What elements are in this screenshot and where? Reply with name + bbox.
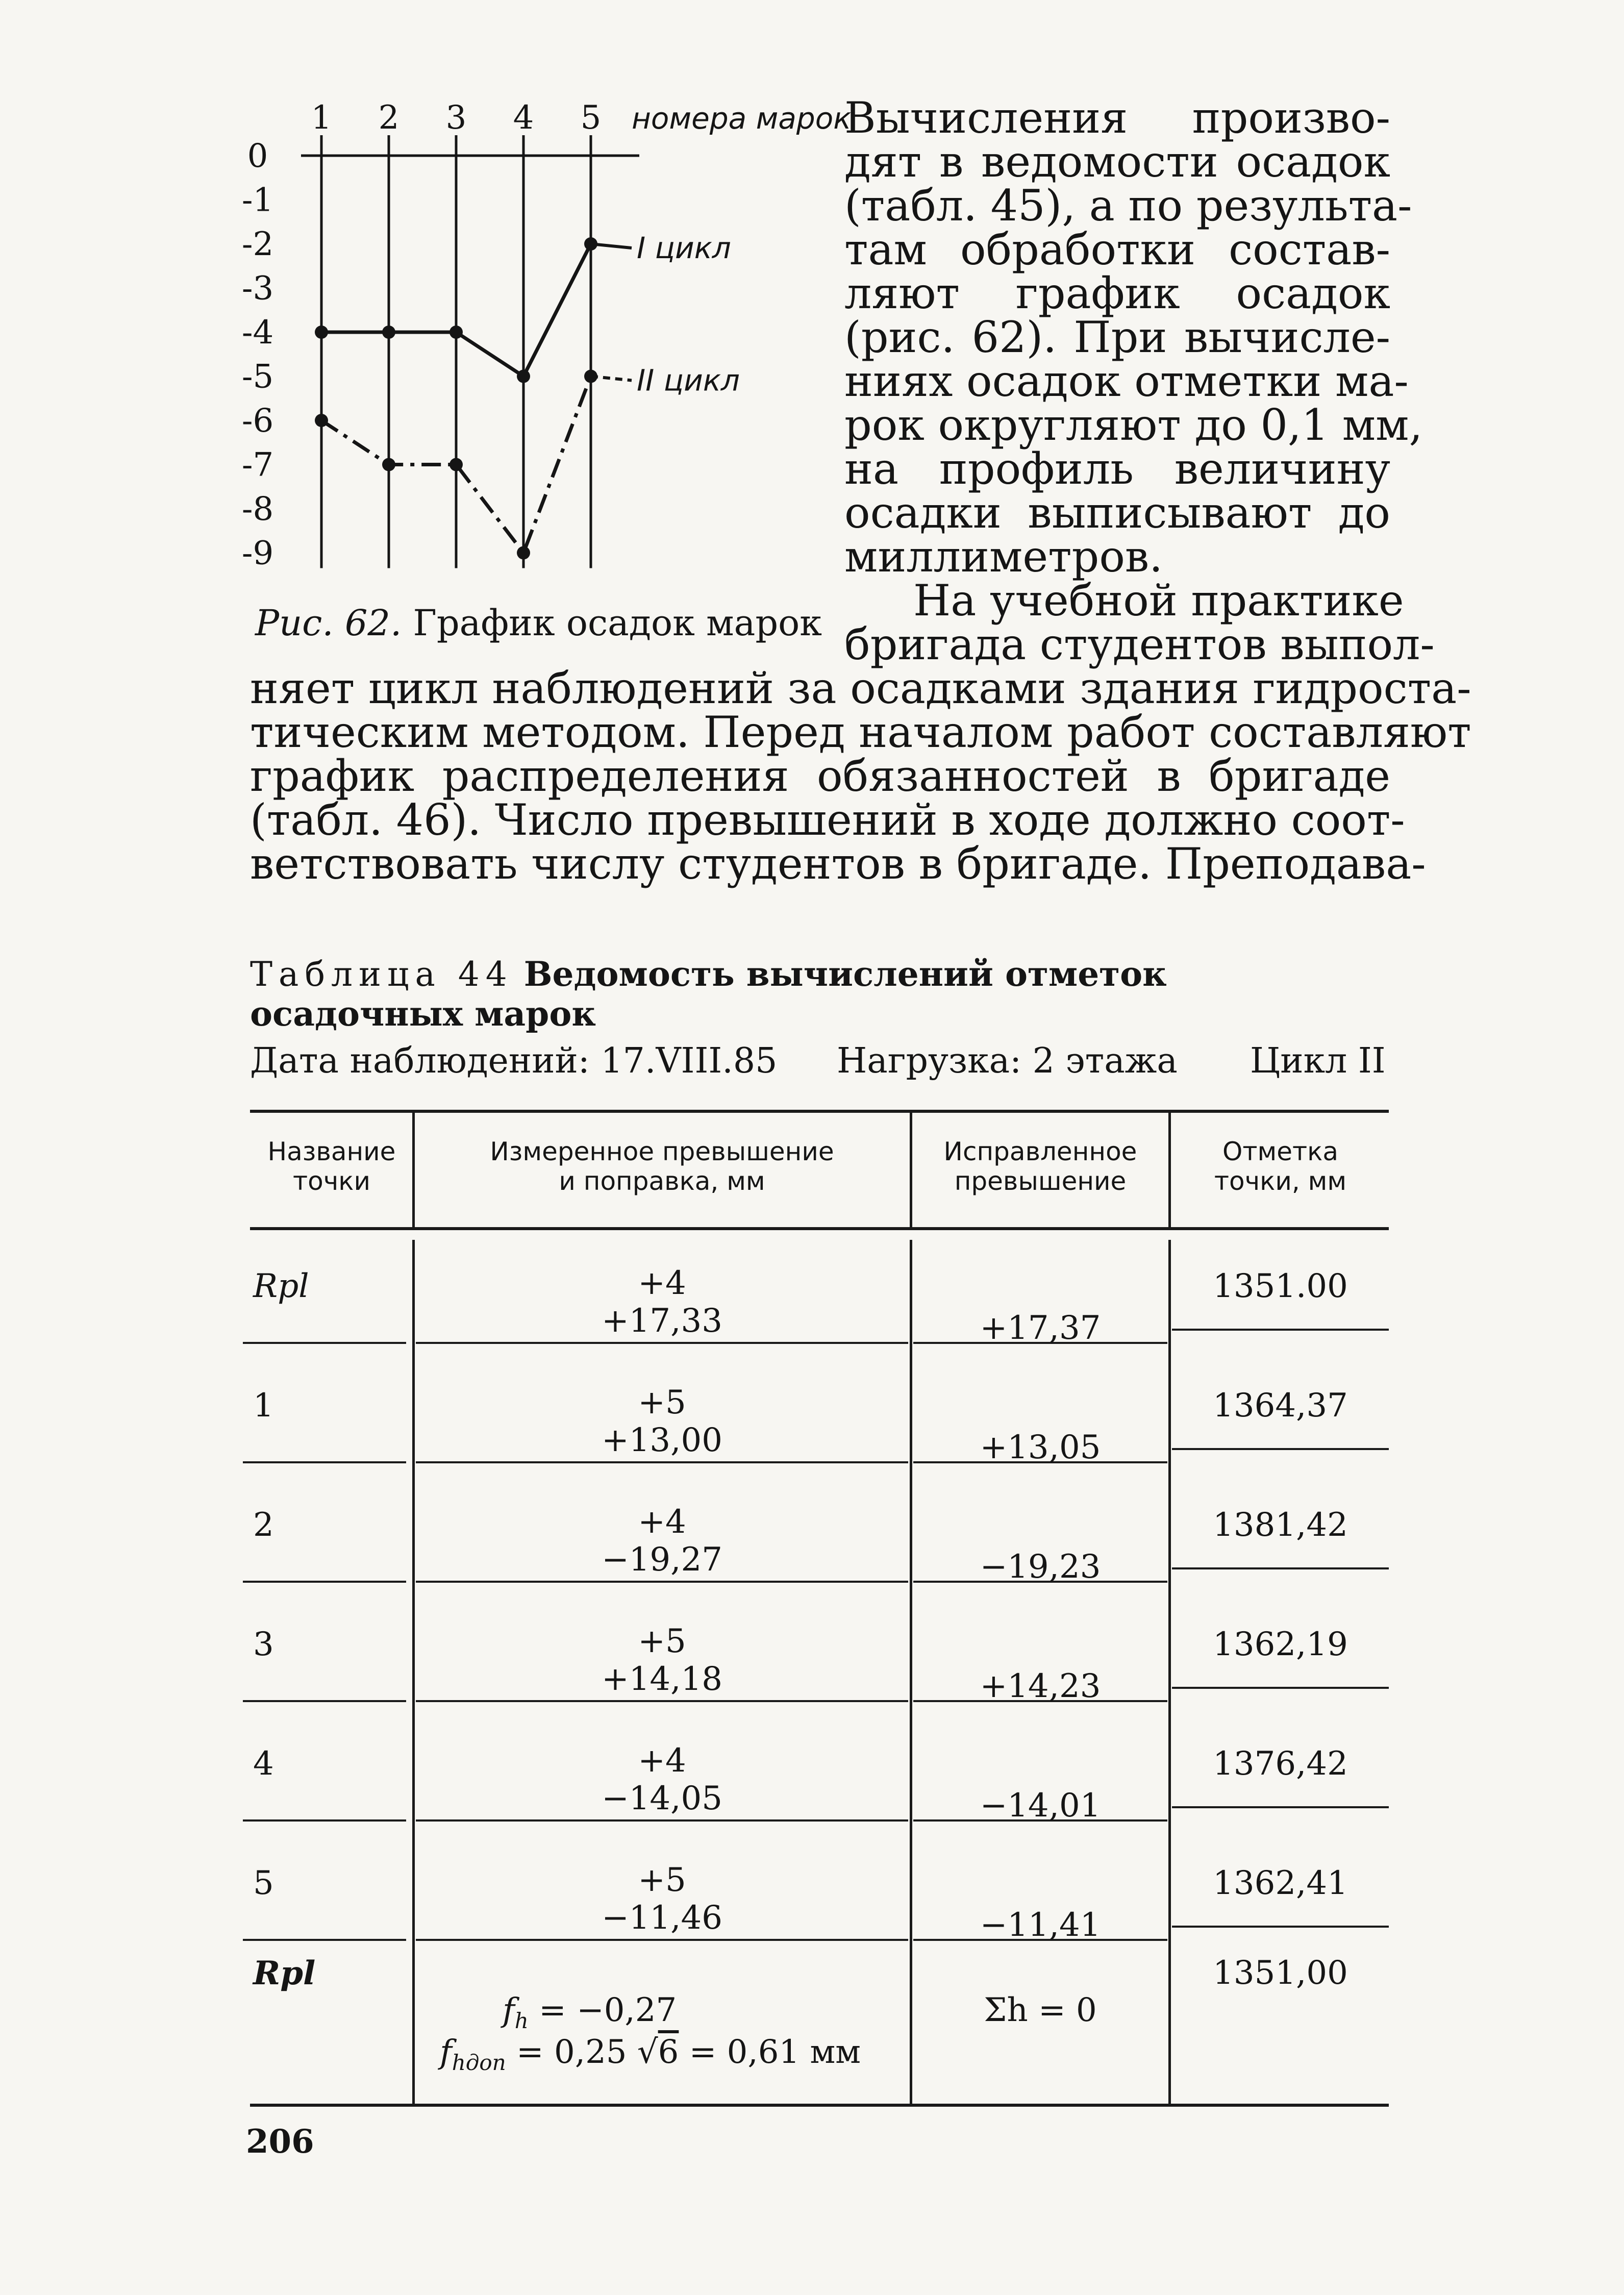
allowable-misclosure xyxy=(440,2033,861,2075)
sum-h: Σh = 0 xyxy=(984,1991,1097,2029)
measured-value: −11,46 xyxy=(602,1899,722,1937)
header-measured: Измеренное превышение и поправка, мм xyxy=(490,1137,834,1196)
point-name: Rpl xyxy=(253,1267,309,1305)
data-point xyxy=(449,458,463,471)
data-point xyxy=(382,458,395,471)
series-leader xyxy=(591,244,632,248)
point-name: 2 xyxy=(253,1506,274,1544)
x-tick-label: 3 xyxy=(445,99,467,137)
text-line: бригада студентов выпол- xyxy=(844,619,1435,669)
fhdop-result: = 0,61 мм xyxy=(679,2033,861,2071)
header-divider xyxy=(910,1113,912,1227)
correction-value: +5 xyxy=(638,1861,686,1899)
text-line: миллиметров. xyxy=(844,532,1163,582)
mark-row-separator xyxy=(1172,1329,1389,1331)
header-corrected: Исправленное превышение xyxy=(943,1137,1137,1196)
body-divider xyxy=(910,1240,912,2104)
table-bottom-rule xyxy=(250,2104,1389,2107)
x-axis-label: номера марок xyxy=(632,101,852,136)
observation-date: Дата наблюдений: 17.VIII.85 xyxy=(250,1041,778,1081)
body-divider xyxy=(1168,1240,1171,2104)
text-line: осадки выписывают до xyxy=(844,488,1390,538)
fh-subscript: h xyxy=(514,2008,529,2033)
table-top-rule xyxy=(250,1110,1389,1113)
fhdop-symbol: f xyxy=(440,2033,452,2071)
figure-caption-text: График осадок марок xyxy=(413,602,822,644)
mark-row-separator xyxy=(1172,1448,1389,1450)
data-point xyxy=(517,370,530,383)
mark-value: 1351,00 xyxy=(1213,1954,1348,1992)
measured-value: +14,18 xyxy=(602,1660,722,1698)
text-line: рок округляют до 0,1 мм, xyxy=(844,400,1423,450)
point-name: 4 xyxy=(253,1745,274,1783)
cycle-info: Цикл II xyxy=(1250,1041,1386,1081)
y-tick-label: -7 xyxy=(241,446,274,484)
table-label: Таблица 44 xyxy=(250,955,513,994)
row-separator xyxy=(243,1342,406,1344)
row-separator xyxy=(416,1700,908,1702)
row-separator xyxy=(416,1819,908,1822)
data-point xyxy=(517,546,530,560)
text-line: дят в ведомости осадок xyxy=(844,137,1390,187)
fh-symbol: f xyxy=(503,1991,515,2029)
text-line: няет цикл наблюдений за осадками здания гидроста- xyxy=(250,663,1471,713)
mark-row-separator xyxy=(1172,1567,1389,1569)
point-name: Rpl xyxy=(253,1954,316,1992)
row-separator xyxy=(243,1461,406,1463)
row-separator xyxy=(416,1939,908,1941)
figure-caption xyxy=(255,602,822,644)
page-number: 206 xyxy=(246,2123,314,2161)
text-line: на профиль величину xyxy=(844,444,1390,494)
table-caption xyxy=(250,954,1167,994)
text-line: (рис. 62). При вычисле- xyxy=(844,312,1390,362)
row-separator xyxy=(243,1700,406,1702)
corrected-value: −11,41 xyxy=(980,1906,1101,1944)
text-line: там обработки состав- xyxy=(844,224,1390,275)
mark-row-separator xyxy=(1172,1687,1389,1689)
measured-value: +13,00 xyxy=(602,1421,722,1459)
mark-value: 1381,42 xyxy=(1213,1506,1348,1544)
fhdop-radicand: 6 xyxy=(658,2033,679,2071)
corrected-value: +13,05 xyxy=(980,1429,1101,1466)
body-divider xyxy=(412,1240,415,2104)
y-tick-label: -3 xyxy=(241,269,274,308)
header-divider xyxy=(1168,1113,1171,1227)
y-tick-label: 0 xyxy=(247,137,268,175)
row-separator xyxy=(243,1581,406,1583)
y-tick-label: -9 xyxy=(241,534,274,572)
row-separator xyxy=(243,1939,406,1941)
fh-value: = −0,27 xyxy=(528,1991,677,2029)
text-line: ветствовать числу студентов в бригаде. Преподава- xyxy=(250,839,1426,889)
row-separator xyxy=(416,1342,908,1344)
mark-value: 1351.00 xyxy=(1213,1267,1348,1305)
text-line: ниях осадок отметки ма- xyxy=(844,356,1409,406)
correction-value: +4 xyxy=(638,1742,686,1780)
mark-value: 1362,19 xyxy=(1213,1626,1348,1663)
row-separator xyxy=(416,1581,908,1583)
correction-value: +5 xyxy=(638,1623,686,1660)
correction-value: +5 xyxy=(638,1384,686,1421)
text-line: ляют график осадок xyxy=(844,268,1390,318)
correction-value: +4 xyxy=(638,1503,686,1541)
data-point xyxy=(382,326,395,339)
text-line: тическим методом. Перед началом работ составляют xyxy=(250,707,1471,757)
corrected-value: −14,01 xyxy=(980,1787,1101,1825)
point-name: 5 xyxy=(253,1864,274,1902)
x-tick-label: 2 xyxy=(378,99,399,137)
misclosure-fh xyxy=(503,1991,677,2033)
point-name: 3 xyxy=(253,1626,274,1663)
load-info: Нагрузка: 2 этажа xyxy=(837,1041,1178,1081)
mark-value: 1364,37 xyxy=(1213,1387,1348,1425)
series-label: I цикл xyxy=(637,231,731,265)
corrected-value: −19,23 xyxy=(980,1548,1101,1586)
row-separator xyxy=(416,1461,908,1463)
x-tick-label: 1 xyxy=(311,99,332,137)
text-line: график распределения обязанностей в бригаде xyxy=(250,751,1390,801)
x-tick-label: 4 xyxy=(513,99,534,137)
figure-caption-prefix: Рис. 62. xyxy=(255,602,402,644)
y-tick-label: -8 xyxy=(241,490,274,528)
data-point xyxy=(449,326,463,339)
fhdop-prefix: = 0,25 √ xyxy=(506,2033,658,2071)
measured-value: −19,27 xyxy=(602,1541,722,1579)
row-separator xyxy=(243,1819,406,1822)
measured-value: +17,33 xyxy=(602,1302,722,1340)
text-line: (табл. 46). Число превышений в ходе должно соот- xyxy=(250,795,1405,845)
y-tick-label: -1 xyxy=(241,181,274,219)
mark-value: 1376,42 xyxy=(1213,1745,1348,1783)
header-divider xyxy=(412,1113,415,1227)
text-line: На учебной практике xyxy=(913,576,1404,626)
y-tick-label: -6 xyxy=(241,402,274,440)
series-label: II цикл xyxy=(637,363,740,398)
mark-row-separator xyxy=(1172,1926,1389,1928)
y-tick-label: -5 xyxy=(241,358,274,396)
mark-value: 1362,41 xyxy=(1213,1864,1348,1902)
y-tick-label: -4 xyxy=(241,314,274,352)
measured-value: −14,05 xyxy=(602,1780,722,1817)
fhdop-subscript: hдоп xyxy=(452,2050,506,2075)
x-tick-label: 5 xyxy=(580,99,602,137)
data-point xyxy=(315,414,328,427)
header-mark: Отметка точки, мм xyxy=(1214,1137,1347,1196)
table-header-rule xyxy=(250,1227,1389,1230)
corrected-value: +17,37 xyxy=(980,1309,1101,1347)
series-leader xyxy=(591,377,632,381)
table-title-part1: Ведомость вычислений отметок xyxy=(523,954,1167,994)
table-title-part2: осадочных марок xyxy=(250,994,596,1034)
settlement-chart xyxy=(219,87,852,577)
correction-value: +4 xyxy=(638,1264,686,1302)
y-tick-label: -2 xyxy=(241,226,274,263)
point-name: 1 xyxy=(253,1387,274,1425)
data-point xyxy=(315,326,328,339)
mark-row-separator xyxy=(1172,1806,1389,1808)
text-line: Вычисления произво- xyxy=(844,93,1390,143)
corrected-value: +14,23 xyxy=(980,1667,1101,1705)
header-point-name: Название точки xyxy=(267,1137,396,1196)
text-line: (табл. 45), а по результа- xyxy=(844,181,1412,231)
